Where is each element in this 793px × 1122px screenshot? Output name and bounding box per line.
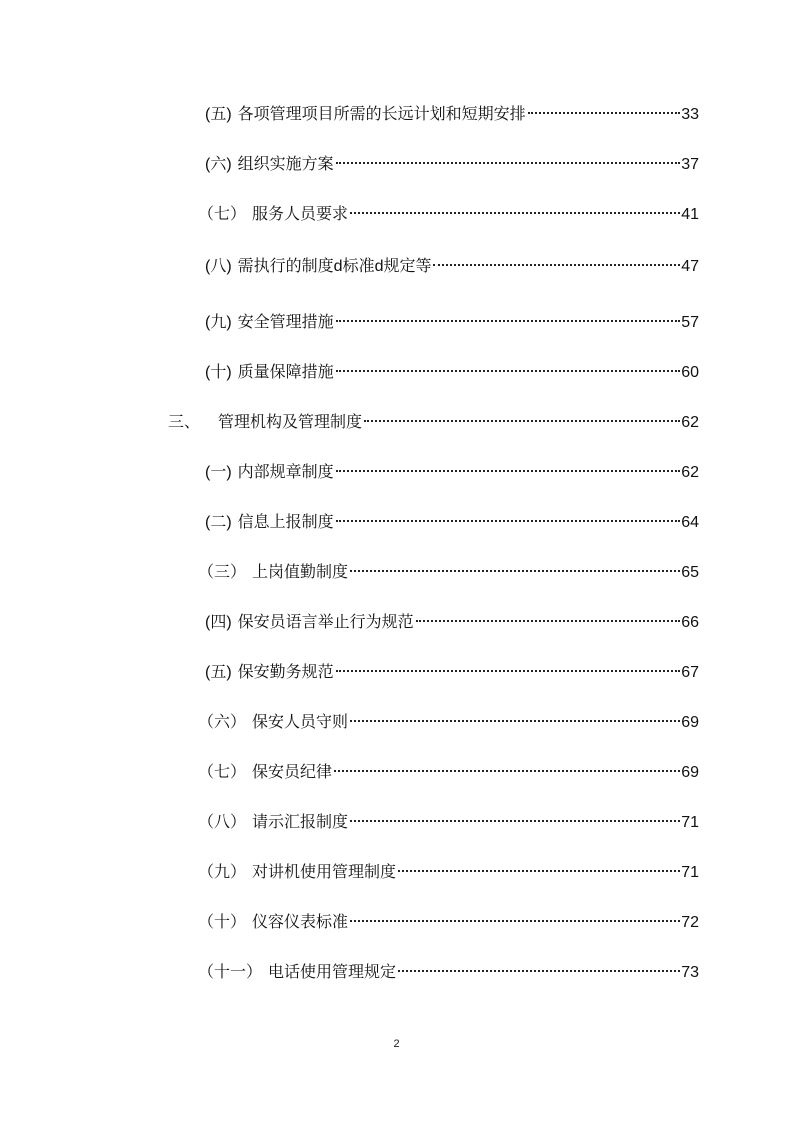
dot-leader (336, 305, 681, 327)
toc-entry-number: （八） (198, 814, 247, 831)
toc-entry-title: 保安员语言举止行为规范 (237, 614, 414, 631)
dot-leader (336, 147, 681, 169)
toc-entry-number: (四) (205, 614, 232, 631)
dot-leader (350, 805, 680, 827)
toc-entry[interactable] (205, 605, 699, 631)
dot-leader (336, 505, 681, 527)
toc-entry-number: （十） (198, 914, 247, 931)
toc-entry[interactable] (205, 305, 699, 331)
toc-entry[interactable] (198, 755, 699, 781)
toc-entry-number: (十) (205, 364, 232, 381)
toc-entry-page: 47 (681, 258, 699, 275)
toc-entry-number: (一) (205, 464, 232, 481)
dot-leader (350, 197, 680, 219)
toc-entry-number: (八) (205, 258, 232, 275)
toc-entry-number: （十一） (198, 964, 263, 981)
dot-leader (350, 555, 680, 577)
dot-leader (398, 955, 680, 977)
footer-page-number: 2 (393, 1038, 400, 1050)
toc-entry-page: 60 (681, 364, 699, 381)
dot-leader (528, 97, 681, 119)
toc-entry-title: 保安员纪律 (252, 764, 333, 781)
toc-entry[interactable] (198, 855, 699, 881)
toc-entry-number: 三、 (168, 414, 201, 431)
toc-entry-page: 62 (681, 464, 699, 481)
toc-entry-title: 仪容仪表标准 (252, 914, 349, 931)
toc-entry-title: 对讲机使用管理制度 (252, 864, 397, 881)
dot-leader (350, 705, 680, 727)
toc-section-heading[interactable] (168, 405, 699, 431)
toc-entry-page: 73 (681, 964, 699, 981)
toc-entry-title: 上岗值勤制度 (252, 564, 349, 581)
toc-entry[interactable] (205, 455, 699, 481)
toc-entry-page: 71 (681, 864, 699, 881)
toc-entry-number: （三） (198, 564, 247, 581)
toc-entry-title: 管理机构及管理制度 (218, 414, 363, 431)
toc-entry[interactable] (205, 97, 699, 123)
dot-leader (336, 655, 681, 677)
toc-entry-title: 信息上报制度 (237, 514, 334, 531)
toc-entry-number: (六) (205, 156, 232, 173)
toc-entry[interactable] (205, 147, 699, 173)
toc-entry[interactable] (198, 805, 699, 831)
toc-entry-page: 69 (681, 714, 699, 731)
toc-entry-title: 内部规章制度 (237, 464, 334, 481)
dot-leader (350, 905, 680, 927)
toc-entry-page: 71 (681, 814, 699, 831)
toc-entry-page: 66 (681, 614, 699, 631)
dot-leader (433, 249, 680, 271)
toc-entry-page: 72 (681, 914, 699, 931)
toc-entry-page: 57 (681, 314, 699, 331)
toc-entry-title: 保安人员守则 (252, 714, 349, 731)
dot-leader (364, 405, 680, 427)
toc-entry-page: 69 (681, 764, 699, 781)
toc-entry-title: 请示汇报制度 (252, 814, 349, 831)
toc-entry-page: 64 (681, 514, 699, 531)
dot-leader (336, 455, 681, 477)
toc-entry-number: （六） (198, 714, 247, 731)
toc-entry-page: 67 (681, 664, 699, 681)
toc-entry[interactable] (205, 249, 699, 275)
toc-entry-title: 各项管理项目所需的长远计划和短期安排 (237, 106, 526, 123)
dot-leader (416, 605, 681, 627)
toc-entry-number: (五) (205, 106, 232, 123)
dot-leader (334, 755, 680, 777)
toc-entry-title: 电话使用管理规定 (268, 964, 397, 981)
toc-entry-number: （七） (198, 764, 247, 781)
toc-entry[interactable] (198, 905, 699, 931)
toc-entry[interactable] (198, 955, 699, 981)
toc-entry[interactable] (205, 505, 699, 531)
dot-leader (336, 355, 681, 377)
toc-entry[interactable] (205, 655, 699, 681)
toc-entry-page: 37 (681, 156, 699, 173)
toc-entry-page: 41 (681, 206, 699, 223)
toc-entry-title: 安全管理措施 (237, 314, 334, 331)
toc-entry-title: 需执行的制度d标准d规定等 (237, 258, 432, 275)
dot-leader (398, 855, 680, 877)
toc-entry-title: 服务人员要求 (252, 206, 349, 223)
toc-entry[interactable] (198, 705, 699, 731)
toc-entry-number: (九) (205, 314, 232, 331)
toc-entry-title: 保安勤务规范 (237, 664, 334, 681)
toc-entry-page: 62 (681, 414, 699, 431)
toc-entry[interactable] (198, 197, 699, 223)
toc-entry-title: 质量保障措施 (237, 364, 334, 381)
toc-entry-page: 33 (681, 106, 699, 123)
toc-entry-number: （七） (198, 206, 247, 223)
toc-entry-title: 组织实施方案 (237, 156, 334, 173)
toc-entry-number: （九） (198, 864, 247, 881)
toc-entry-number: (二) (205, 514, 232, 531)
toc-entry[interactable] (205, 355, 699, 381)
toc-entry-number: (五) (205, 664, 232, 681)
toc-entry-page: 65 (681, 564, 699, 581)
toc-entry[interactable] (198, 555, 699, 581)
